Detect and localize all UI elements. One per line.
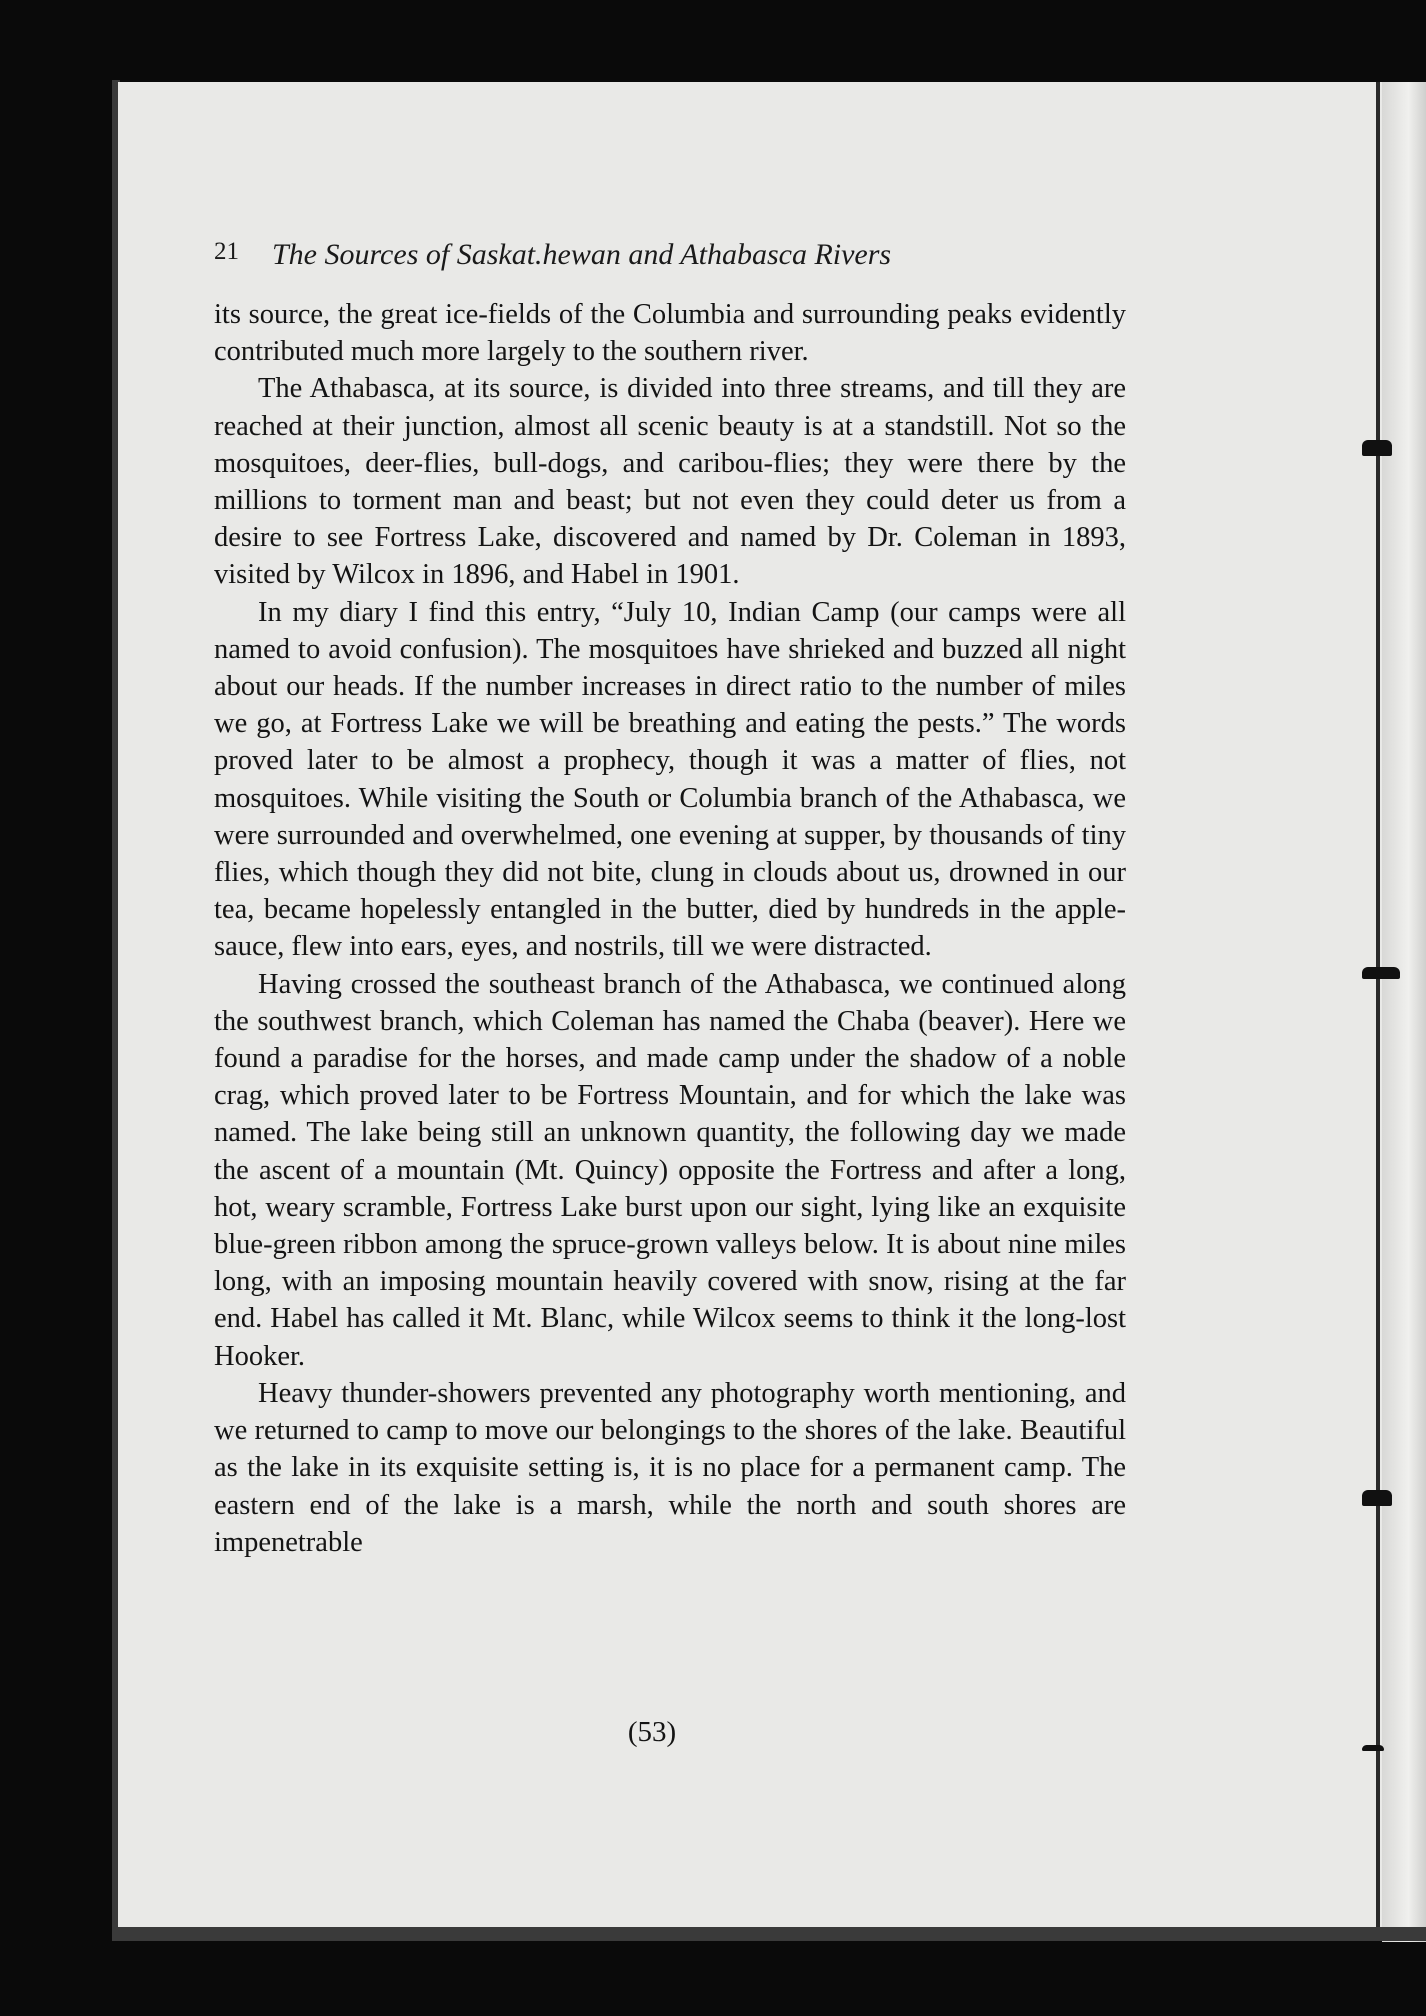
page-right-edge bbox=[1376, 82, 1380, 1927]
binding-clip-mark bbox=[1362, 1490, 1392, 1506]
page-bottom-edge bbox=[112, 1927, 1426, 1941]
running-header bbox=[214, 238, 1074, 278]
book-binding-edge bbox=[1382, 82, 1426, 1942]
binding-clip-mark bbox=[1362, 967, 1400, 979]
running-title: The Sources of Saskat.hewan and Athabasca Rivers bbox=[272, 238, 892, 271]
binding-clip-mark bbox=[1362, 440, 1392, 456]
header-folio: 21 bbox=[214, 238, 239, 265]
paragraph: The Athabasca, at its source, is divided into three streams, and till they are reached at their junction, almost all scenic beauty is at a standstill. Not so the mosquitoes, deer-flies, bull-dogs, and caribou-flies; they were there by the millions to torment man and beast; but not even they could deter us from a desire to see Fortress Lake, discovered and named by Dr. Coleman in 1893, visited by Wilcox in 1896, and Habel in 1901. bbox=[214, 373, 1126, 591]
page-number: (53) bbox=[627, 1716, 677, 1748]
paragraph: Heavy thunder-showers prevented any photography worth mentioning, and we returned to camp to move our belongings to the shores of the lake. Beautiful as the lake in its exquisite setting is, it is no place for a permanent camp. The eastern end of the lake is a marsh, while the north and south shores are impenetrable bbox=[214, 1377, 1126, 1558]
paragraph: Having crossed the southeast branch of the Athabasca, we continued along the southwest branch, which Coleman has named the Chaba (beaver). Here we found a paradise for the horses, and made camp under the shadow of a noble crag, which proved later to be Fortress Mountain, and for which the lake was named. The lake being still an unknown quantity, the following day we made the ascent of a mountain (Mt. Quincy) opposite the Fortress and after a long, hot, weary scramble, Fortress Lake burst upon our sight, lying like an exquisite blue-green ribbon among the spruce-grown valleys below. It is about nine miles long, with an imposing mountain heavily covered with snow, rising at the far end. Habel has called it Mt. Blanc, while Wilcox seems to think it the long-lost Hooker. bbox=[214, 968, 1126, 1372]
binding-clip-mark bbox=[1362, 1745, 1384, 1751]
paragraph: In my diary I find this entry, “July 10, Indian Camp (our camps were all named to avoid confusion). The mosquitoes have shrieked and buzzed all night about our heads. If the number increases in direct ratio to the number of miles we go, at Fortress Lake we will be breathing and eating the pests.” The words proved later to be almost a prophecy, though it was a matter of flies, not mosquitoes. While visiting the South or Columbia branch of the Athabasca, we were surrounded and overwhelmed, one evening at supper, by thousands of tiny flies, which though they did not bite, clung in clouds about us, drowned in our tea, became hopelessly entangled in the butter, died by hundreds in the apple-sauce, flew into ears, eyes, and nostrils, till we were distracted. bbox=[214, 596, 1126, 963]
paragraph: its source, the great ice-fields of the Columbia and surrounding peaks evidently contributed much more largely to the southern river. bbox=[214, 299, 1126, 368]
body-text bbox=[214, 296, 1126, 1561]
